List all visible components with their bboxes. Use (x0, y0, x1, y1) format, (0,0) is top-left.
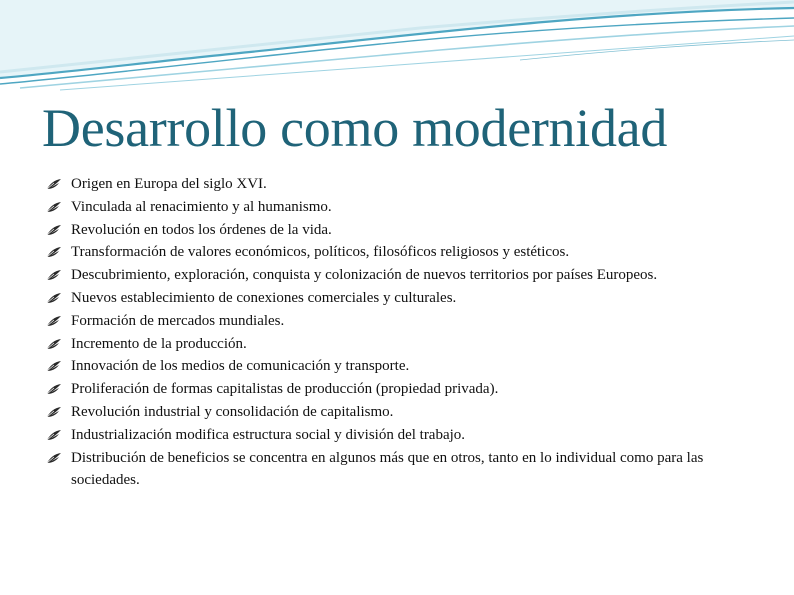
list-item (46, 173, 766, 196)
feather-icon (46, 452, 62, 464)
list-item (46, 287, 766, 310)
list-item-text: Revolución en todos los órdenes de la vida. (71, 221, 332, 238)
list-item (46, 447, 766, 493)
list-item-text: Nuevos establecimiento de conexiones comerciales y culturales. (71, 289, 457, 306)
list-item (46, 424, 766, 447)
list-item (46, 219, 766, 242)
feather-icon (46, 201, 62, 213)
list-item-text: Industrialización modifica estructura social y división del trabajo. (71, 426, 466, 443)
feather-icon (46, 360, 62, 372)
slide-title: Desarrollo como modernidad (42, 98, 668, 158)
feather-icon (46, 383, 62, 395)
list-item (46, 310, 766, 333)
bullet-list (46, 173, 766, 492)
list-item (46, 378, 766, 401)
list-item-text: Revolución industrial y consolidación de capitalismo. (71, 403, 394, 420)
list-item-text: Distribución de beneficios se concentra en algunos más que en otros, tanto en lo individual como para las sociedades. (71, 449, 704, 489)
feather-icon (46, 224, 62, 236)
list-item (46, 241, 766, 264)
feather-icon (46, 292, 62, 304)
feather-icon (46, 406, 62, 418)
list-item (46, 401, 766, 424)
list-item-text: Formación de mercados mundiales. (71, 312, 285, 329)
feather-icon (46, 429, 62, 441)
list-item (46, 333, 766, 356)
list-item-text: Descubrimiento, exploración, conquista y colonización de nuevos territorios por países Europeos. (71, 267, 658, 284)
list-item-text: Transformación de valores económicos, políticos, filosóficos religiosos y estéticos. (71, 244, 570, 261)
list-item-text: Innovación de los medios de comunicación y transporte. (71, 358, 410, 375)
list-item (46, 196, 766, 219)
feather-icon (46, 269, 62, 281)
list-item-text: Vinculada al renacimiento y al humanismo. (71, 198, 332, 215)
feather-icon (46, 178, 62, 190)
list-item-text: Incremento de la producción. (71, 335, 247, 352)
list-item-text: Origen en Europa del siglo XVI. (71, 176, 267, 192)
feather-icon (46, 338, 62, 350)
list-item (46, 355, 766, 378)
wave-header-decoration (0, 0, 794, 95)
feather-icon (46, 246, 62, 258)
list-item-text: Proliferación de formas capitalistas de producción (propiedad privada). (71, 381, 499, 398)
feather-icon (46, 315, 62, 327)
list-item (46, 264, 766, 287)
